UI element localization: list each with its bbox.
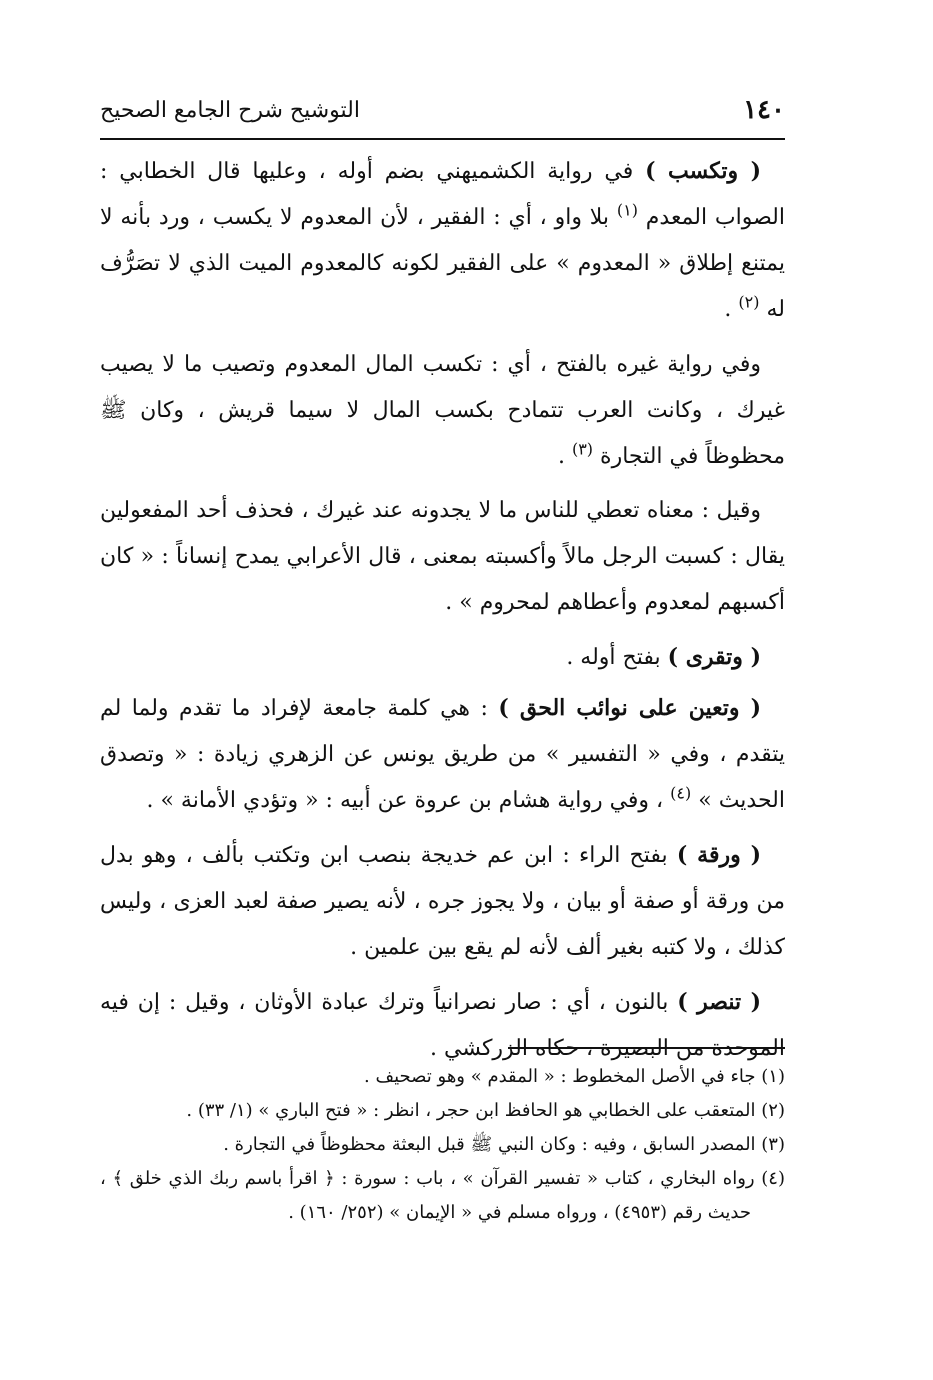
paragraph-text: وفي رواية غيره بالفتح ، أي : تكسب المال المعدوم وتصيب ما لا يصيب غيرك ، وكانت العرب تتمادح بكسب المال لا سيما قريش ، وكان ﷺ محظوظاً في التجارة: [100, 352, 785, 469]
footnote-ref[interactable]: (٢): [738, 292, 760, 312]
footnote-1: (١) جاء في الأصل المخطوط : « المقدم » وهو تصحيف .: [364, 1066, 785, 1087]
footnote-ref[interactable]: (١): [616, 200, 638, 220]
paragraph-6: [100, 832, 785, 971]
lemma: ( ورقة ): [676, 842, 761, 868]
paragraph-text: بالنون ، أي : صار نصرانياً وترك عبادة الأوثان ، وقيل : إن فيه الموحدة من البصيرة ، حكاه الزركشي .: [100, 990, 785, 1061]
footnote-2: (٢) المتعقب على الخطابي هو الحافظ ابن حجر ، انظر : « فتح الباري » (١/ ٣٣) .: [186, 1100, 785, 1121]
main-text: [100, 148, 785, 1080]
paragraph-text: بفتح الراء : ابن عم خديجة بنصب ابن وتكتب بألف ، وهو بدل من ورقة أو صفة أو بيان ، ولا يجوز جره ، لأنه يصير صفة لعبد العزى ، وليس كذلك ، ولا كتبه بغير ألف لأنه لم يقع بين علمين .: [100, 843, 785, 960]
paragraph-text: بفتح أوله .: [566, 645, 668, 670]
footnote-divider: [508, 1047, 785, 1049]
paragraph-text: وقيل : معناه تعطي للناس ما لا يجدونه عند غيرك ، فحذف أحد المفعولين يقال : كسبت الرجل مالاً وأكسبته بمعنى ، قال الأعرابي يمدح إنساناً : « كان أكسبهم لمعدوم وأعطاهم لمحروم » .: [100, 498, 785, 615]
paragraph-5: [100, 685, 785, 824]
footnote-4: (٤) رواه البخاري ، كتاب « تفسير القرآن » ، باب : سورة : ﴿ اقرأ باسم ربك الذي خلق ﴾ ، حديث رقم (٤٩٥٣) ، ورواه مسلم في « الإيمان » (٢٥٢/ ١٦٠) .: [100, 1168, 785, 1223]
paragraph-2: [100, 341, 785, 480]
footnote-ref[interactable]: (٤): [670, 783, 692, 803]
paragraph-text: بلا واو ، أي : الفقير ، لأن المعدوم لا يكسب ، ورد بأنه لا يمتنع إطلاق « المعدوم » على الفقير لكونه كالمعدوم الميت الذي لا تصَرُّف له: [100, 205, 785, 322]
paragraph-text: .: [724, 297, 739, 322]
lemma: ( وتعين على نوائب الحق ): [498, 695, 761, 721]
running-header: [100, 92, 785, 132]
footnotes: [100, 1060, 785, 1230]
footnote-3: (٣) المصدر السابق ، وفيه : وكان النبي ﷺ قبل البعثة محظوظاً في التجارة .: [223, 1134, 785, 1155]
paragraph-1: [100, 148, 785, 333]
book-title: التوشيح شرح الجامع الصحيح: [100, 98, 360, 123]
footnote-ref[interactable]: (٣): [571, 439, 594, 459]
paragraph-text: ، وفي رواية هشام بن عروة عن أبيه : « وتؤدي الأمانة » .: [146, 788, 671, 813]
header-divider: [100, 138, 785, 140]
lemma: ( تنصر ): [677, 989, 761, 1015]
paragraph-text: في رواية الكشميهني بضم أوله ، وعليها قال الخطابي : الصواب المعدم: [100, 159, 785, 230]
paragraph-7: [100, 979, 785, 1072]
paragraph-3: [100, 488, 785, 626]
paragraph-text: : هي كلمة جامعة لإفراد ما تقدم ولما لم يتقدم ، وفي « التفسير » من طريق يونس عن الزهري زيادة : « وتصدق الحديث »: [100, 696, 785, 813]
lemma: ( وتكسب ): [645, 158, 762, 184]
paragraph-4: [100, 634, 785, 681]
lemma: ( وتقرى ): [667, 644, 761, 670]
paragraph-text: .: [557, 444, 572, 469]
page-number: ١٤٠: [743, 95, 785, 125]
